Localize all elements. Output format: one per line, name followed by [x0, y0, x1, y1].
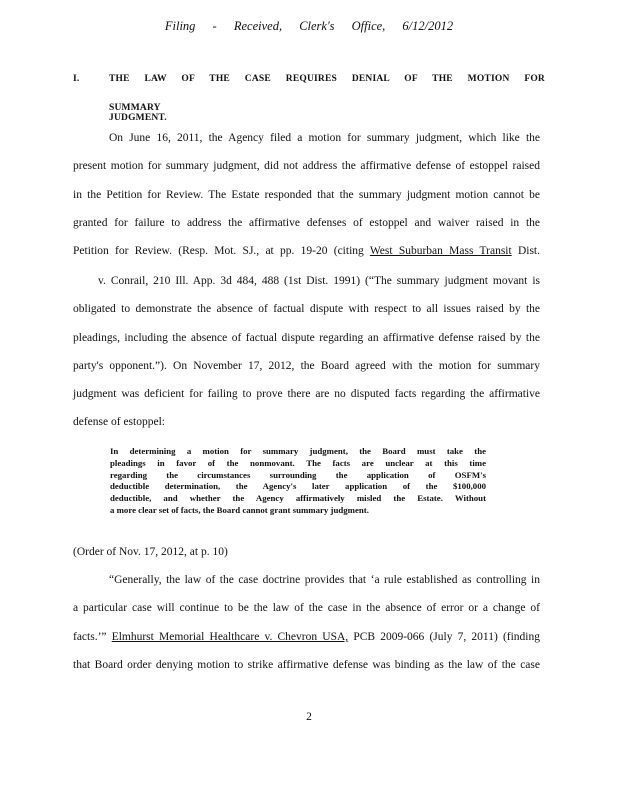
body-line: in the Petition for Review. The Estate responded that the summary judgment motion cannot be — [73, 189, 540, 201]
body-line: judgment was deficient for failing to prove there are no disputed facts regarding the affirmative — [73, 388, 540, 400]
body-line: pleadings, including the absence of factual dispute regarding an affirmative defense raised by the — [73, 332, 540, 344]
body-line: obligated to demonstrate the absence of factual dispute with respect to all issues raised by the — [73, 303, 540, 315]
body-line: party's opponent.”). On November 17, 2012, the Board agreed with the motion for summary — [73, 360, 540, 372]
body-line-citation — [73, 630, 540, 644]
section-number: I. — [73, 74, 80, 84]
block-quote-line: deductible, and whether the Agency affirmatively misled the Estate. Without — [110, 493, 486, 503]
body-line: On June 16, 2011, the Agency filed a motion for summary judgment, which like the — [109, 132, 540, 144]
case-name: Elmhurst Memorial Healthcare v. Chevron USA, — [111, 631, 349, 643]
body-line-citation — [73, 244, 540, 258]
text-run: Petition for Review. (Resp. Mot. SJ., at pp. 19-20 (citing — [73, 245, 370, 257]
page-number: 2 — [306, 711, 312, 723]
block-quote-line: pleadings in favor of the nonmovant. The facts are unclear at this time — [110, 458, 486, 468]
block-quote-line: deductible determination, the Agency's later application of the $100,000 — [110, 481, 486, 491]
text-run: facts.’” — [73, 631, 112, 643]
order-citation: (Order of Nov. 17, 2012, at p. 10) — [73, 546, 228, 558]
block-quote-line: In determining a motion for summary judgment, the Board must take the — [110, 446, 486, 456]
section-title-line2: SUMMARY JUDGMENT. — [109, 103, 167, 123]
text-run: Dist. — [511, 245, 541, 257]
case-name: West Suburban Mass Transit — [369, 245, 512, 257]
block-quote-line: regarding the circumstances surrounding the application of OSFM's — [110, 470, 486, 480]
body-line: v. Conrail, 210 Ill. App. 3d 484, 488 (1st Dist. 1991) (“The summary judgment movant is — [98, 275, 540, 287]
body-line: a particular case will continue to be the law of the case in the absence of error or a change of — [73, 602, 540, 614]
body-line: that Board order denying motion to strike affirmative defense was binding as the law of the case — [73, 659, 540, 671]
text-run: PCB 2009-066 (July 7, 2011) (finding — [348, 631, 540, 643]
block-quote-line: a more clear set of facts, the Board cannot grant summary judgment. — [110, 505, 369, 515]
body-line: present motion for summary judgment, did not address the affirmative defense of estoppel raised — [73, 160, 540, 172]
section-title-line1: THE LAW OF THE CASE REQUIRES DENIAL OF THE MOTION FOR — [109, 74, 545, 84]
body-line: “Generally, the law of the case doctrine provides that ‘a rule established as controlling in — [109, 574, 540, 586]
body-line: defense of estoppel: — [73, 416, 165, 428]
body-line: granted for failure to address the affirmative defenses of estoppel and waiver raised in the — [73, 217, 540, 229]
filing-stamp: Filing - Received, Clerk's Office, 6/12/2012 — [164, 19, 454, 33]
